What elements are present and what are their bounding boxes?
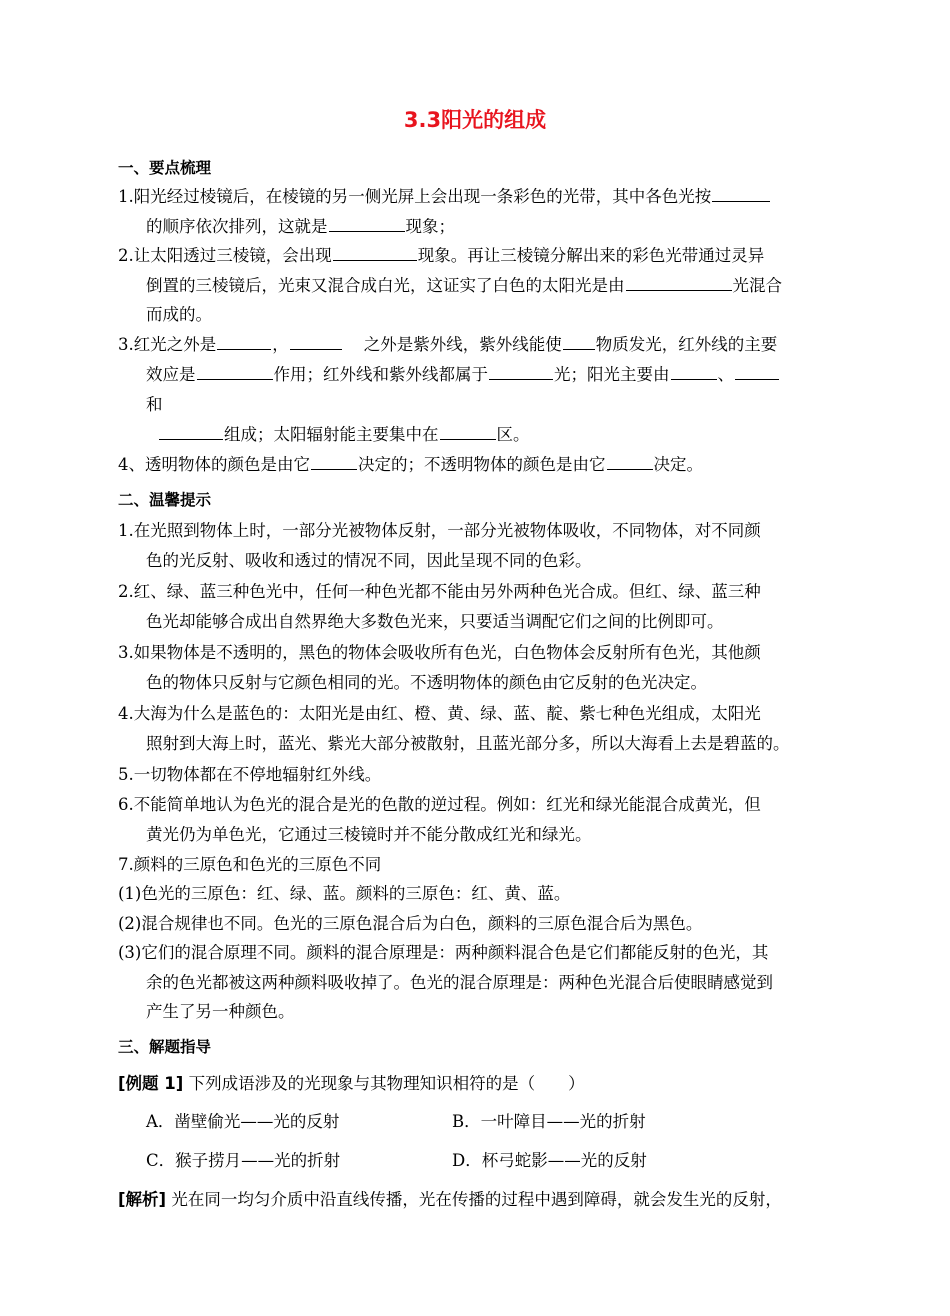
- example-question: [118, 1072, 585, 1096]
- analysis: [118, 1188, 782, 1212]
- tip-line: 1.在光照到物体上时，一部分光被物体反射，一部分光被物体吸收，不同物体，对不同颜: [118, 521, 761, 540]
- tip-line: 黄光仍为单色光，它通过三棱镜时并不能分散成红光和绿光。: [146, 825, 592, 844]
- point-3-line-4: 组成；太阳辐射能主要集中在 区。: [158, 423, 530, 447]
- section-heading-3: 三、解题指导: [118, 1038, 212, 1056]
- analysis-label: [解析]: [118, 1190, 167, 1209]
- section-heading-1: 一、要点梳理: [118, 159, 212, 177]
- fill-blank: [217, 335, 271, 350]
- analysis-text: 光在同一均匀介质中沿直线传播，光在传播的过程中遇到障碍，就会发生光的反射，: [171, 1190, 782, 1209]
- fill-blank: [712, 187, 770, 202]
- point-2-line-1: 2.让太阳透过三棱镜，会出现 现象。再让三棱镜分解出来的彩色光带通过灵异: [118, 246, 765, 265]
- tip-line: 2.红、绿、蓝三种色光中，任何一种色光都不能由另外两种色光合成。但红、绿、蓝三种: [118, 582, 761, 601]
- fill-blank: [563, 335, 595, 350]
- option-d: D．杯弓蛇影——光的反射: [452, 1151, 647, 1170]
- fill-blank: [440, 425, 496, 440]
- tip-line: 色的物体只反射与它颜色相同的光。不透明物体的颜色由它反射的色光决定。: [146, 673, 707, 692]
- tip-line: 3.如果物体是不透明的，黑色的物体会吸收所有色光，白色物体会反射所有色光，其他颜: [118, 643, 761, 662]
- fill-blank: [333, 246, 417, 261]
- point-1-line-1: 1.阳光经过棱镜后，在棱镜的另一侧光屏上会出现一条彩色的光带，其中各色光按: [118, 185, 771, 209]
- fill-blank: [489, 365, 553, 380]
- point-4-line-1: 4、透明物体的颜色是由它 决定的；不透明物体的颜色是由它 决定。: [118, 455, 703, 474]
- option-c: C．猴子捞月——光的折射: [146, 1151, 341, 1170]
- tip-line: (1)色光的三原色：红、绿、蓝。颜料的三原色：红、黄、蓝。: [118, 884, 571, 903]
- point-2-line-2: 倒置的三棱镜后，光束又混合成白光，这证实了白色的太阳光是由 光混合: [146, 276, 782, 295]
- tip-line: 5.一切物体都在不停地辐射红外线。: [118, 765, 382, 784]
- fill-blank: [311, 455, 357, 470]
- tip-line: 色光却能够合成出自然界绝大多数色光来，只要适当调配它们之间的比例即可。: [146, 612, 724, 631]
- tip-line: 产生了另一种颜色。: [146, 1002, 295, 1021]
- point-1-line-2: 的顺序依次排列，这就是 现象；: [146, 217, 455, 236]
- example-text: 下列成语涉及的光现象与其物理知识相符的是（ ）: [188, 1074, 585, 1093]
- tip-line: 色的光反射、吸收和透过的情况不同，因此呈现不同的色彩。: [146, 551, 592, 570]
- tip-line: 7.颜料的三原色和色光的三原色不同: [118, 855, 382, 874]
- point-3-line-2: 效应是 作用；红外线和紫外线都属于 光；阳光主要由 、: [146, 363, 780, 387]
- page-title: 3.3阳光的组成: [403, 108, 547, 132]
- tip-line: (3)它们的混合原理不同。颜料的混合原理是：两种颜料混合色是它们都能反射的色光，其: [118, 943, 769, 962]
- point-3-line-1: 3.红光之外是 ， 之外是紫外线，紫外线能使 物质发光，红外线的主要: [118, 335, 778, 354]
- option-a: A．凿壁偷光——光的反射: [146, 1112, 340, 1131]
- section-heading-2: 二、温馨提示: [118, 491, 212, 509]
- tip-line: (2)混合规律也不同。色光的三原色混合后为白色，颜料的三原色混合后为黑色。: [118, 914, 703, 933]
- option-b: B．一叶障目——光的折射: [452, 1112, 646, 1131]
- point-3-line-3: 和: [146, 395, 163, 414]
- fill-blank: [159, 425, 223, 440]
- fill-blank: [197, 365, 273, 380]
- fill-blank: [671, 365, 717, 380]
- point-2-line-3: 而成的。: [146, 305, 212, 324]
- fill-blank: [607, 455, 653, 470]
- example-label: [例题 1]: [118, 1074, 184, 1093]
- tip-line: 6.不能简单地认为色光的混合是光的色散的逆过程。例如：红光和绿光能混合成黄光，但: [118, 795, 761, 814]
- tip-line: 照射到大海上时，蓝光、紫光大部分被散射，且蓝光部分多，所以大海看上去是碧蓝的。: [146, 734, 790, 753]
- fill-blank: [329, 217, 405, 232]
- tip-line: 4.大海为什么是蓝色的：太阳光是由红、橙、黄、绿、蓝、靛、紫七种色光组成，太阳光: [118, 704, 761, 723]
- fill-blank: [290, 335, 342, 350]
- fill-blank: [626, 276, 732, 291]
- tip-line: 余的色光都被这两种颜料吸收掉了。色光的混合原理是：两种色光混合后使眼睛感觉到: [146, 973, 773, 992]
- fill-blank: [735, 365, 779, 380]
